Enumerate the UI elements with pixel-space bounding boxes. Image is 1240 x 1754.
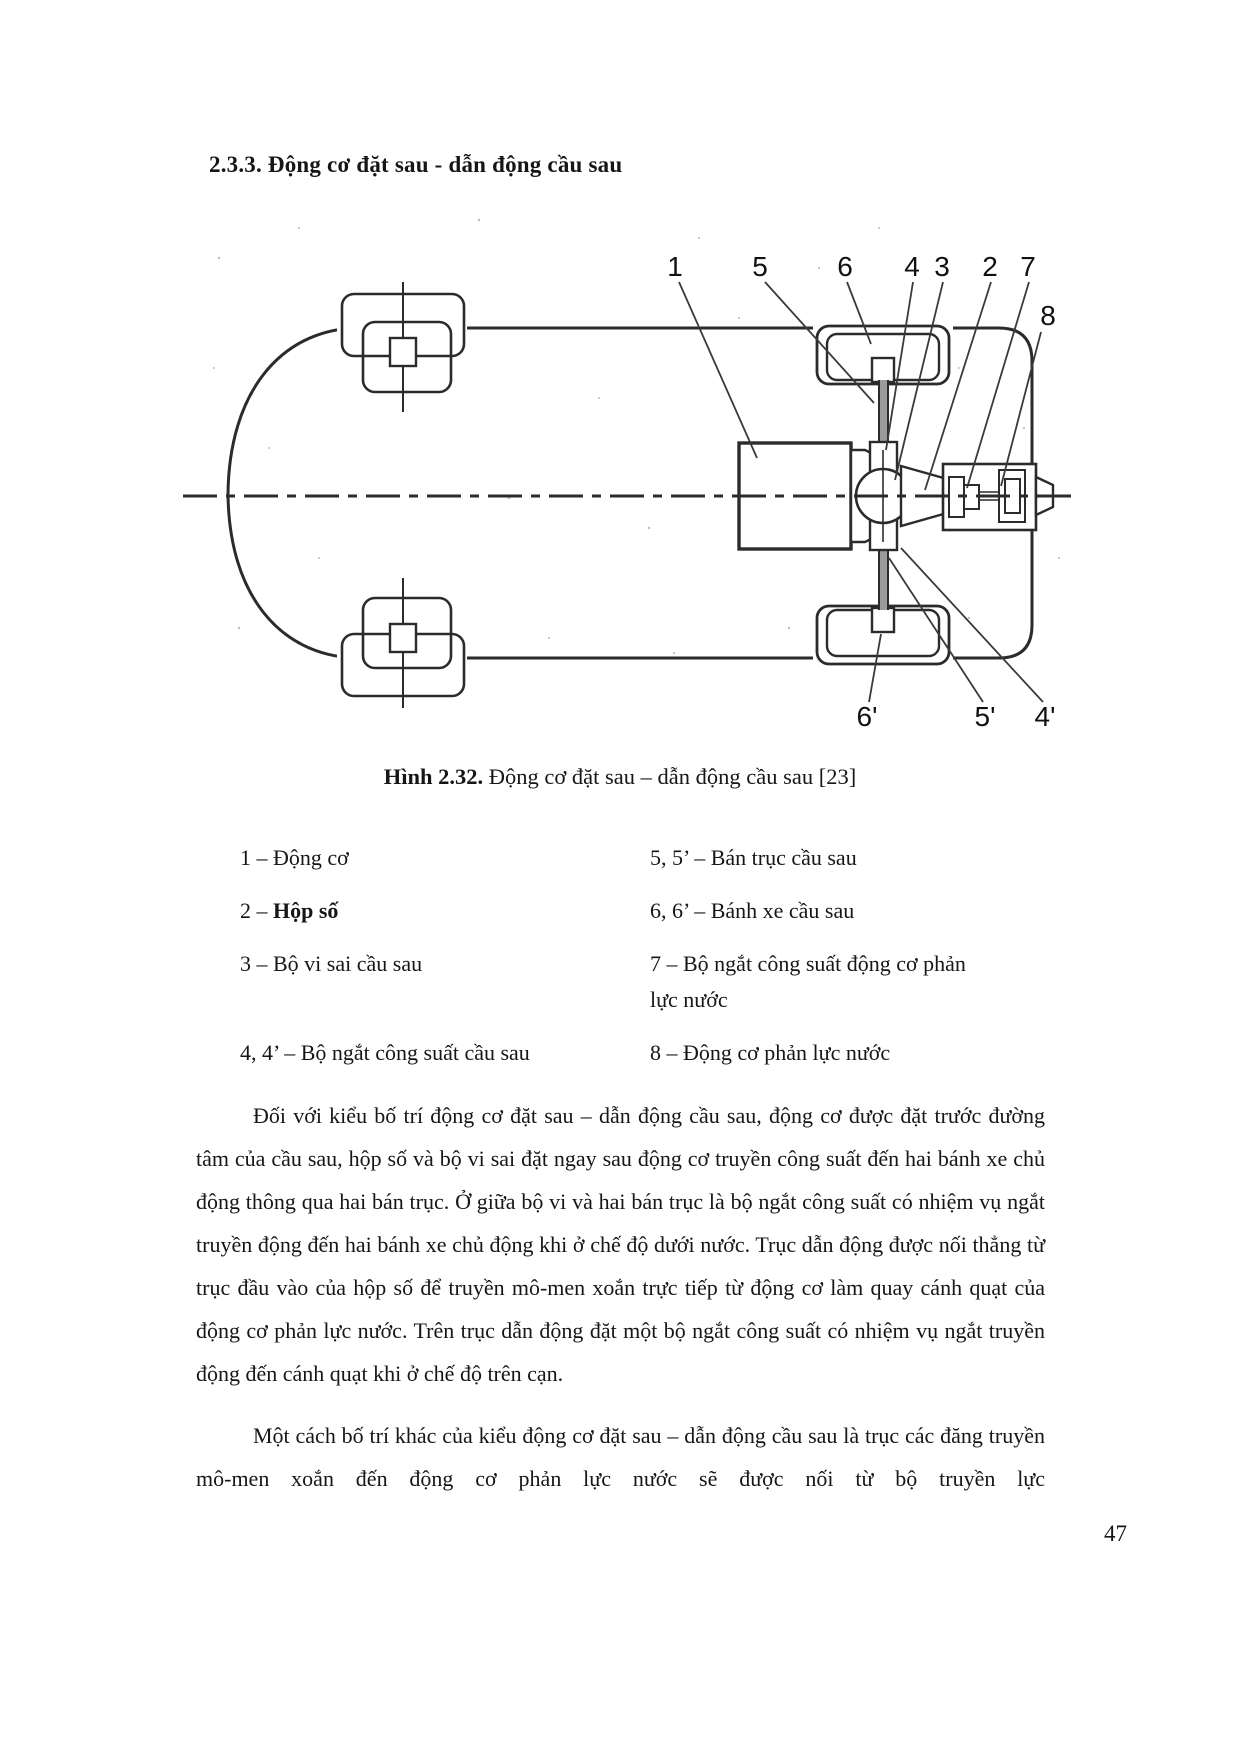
page-number: 47: [1104, 1521, 1127, 1546]
legend-item-8: 8 – Động cơ phản lực nước: [650, 1040, 891, 1065]
body-text: [196, 1094, 1045, 1500]
callout-6: 6: [837, 251, 853, 282]
callout-5: 5: [752, 251, 768, 282]
figure-caption-text: Động cơ đặt sau – dẫn động cầu sau [23]: [483, 764, 857, 789]
callout-7: 7: [1020, 251, 1036, 282]
callout-5-prime: 5': [974, 701, 996, 732]
figure-caption-label: Hình 2.32.: [383, 764, 484, 789]
vehicle-top-view-diagram: [178, 198, 1080, 732]
callout-6-prime: 6': [856, 701, 878, 732]
front-wheel-bottom: [337, 578, 467, 708]
legend-item-7: 7 – Bộ ngắt công suất động cơ phản lực nước: [650, 951, 966, 1012]
figure-diagram: [178, 198, 1080, 732]
callout-1: 1: [667, 251, 683, 282]
legend-item-6: 6, 6’ – Bánh xe cầu sau: [650, 898, 855, 923]
section-heading: 2.3.3. Động cơ đặt sau - dẫn động cầu sau: [209, 152, 623, 177]
paragraph-1: Đối với kiểu bố trí động cơ đặt sau – dẫn động cầu sau, động cơ được đặt trước đường tâm của cầu sau, hộp số và bộ vi sai đặt ngay sau động cơ truyền công suất đến hai bánh xe chủ động thông qua hai bán trục. Ở giữa bộ vi và hai bán trục là bộ ngắt công suất có nhiệm vụ ngắt truyền động đến hai bánh xe chủ động khi ở chế độ dưới nước. Trục dẫn động được nối thẳng từ trục đầu vào của hộp số để truyền mô-men xoắn trực tiếp từ động cơ làm quay cánh quạt của động cơ phản lực nước. Trên trục dẫn động đặt một bộ ngắt công suất có nhiệm vụ ngắt truyền động đến cánh quạt khi ở chế độ trên cạn.: [196, 1103, 1045, 1386]
figure-legend: [240, 840, 1050, 1071]
rear-wheel-bottom: [813, 600, 953, 668]
legend-item-3: 3 – Bộ vi sai cầu sau: [240, 951, 423, 976]
front-wheel-top: [337, 282, 467, 412]
callout-3: 3: [934, 251, 950, 282]
callout-2: 2: [982, 251, 998, 282]
legend-item-5: 5, 5’ – Bán trục cầu sau: [650, 845, 857, 870]
paragraph-2: Một cách bố trí khác của kiểu động cơ đặt sau – dẫn động cầu sau là trục các đăng truyền mô-men xoắn đến động cơ phản lực nước sẽ được nối từ bộ truyền lực: [196, 1423, 1045, 1491]
legend-item-1: 1 – Động cơ: [240, 845, 349, 870]
legend-item-4: 4, 4’ – Bộ ngắt công suất cầu sau: [240, 1040, 530, 1065]
rear-wheel-top: [813, 322, 953, 390]
callout-4: 4: [904, 251, 920, 282]
callout-8: 8: [1040, 300, 1056, 331]
legend-item-2: 2 – Hộp số: [240, 898, 339, 923]
callout-4-prime: 4': [1034, 701, 1056, 732]
figure-caption: [196, 764, 1044, 790]
